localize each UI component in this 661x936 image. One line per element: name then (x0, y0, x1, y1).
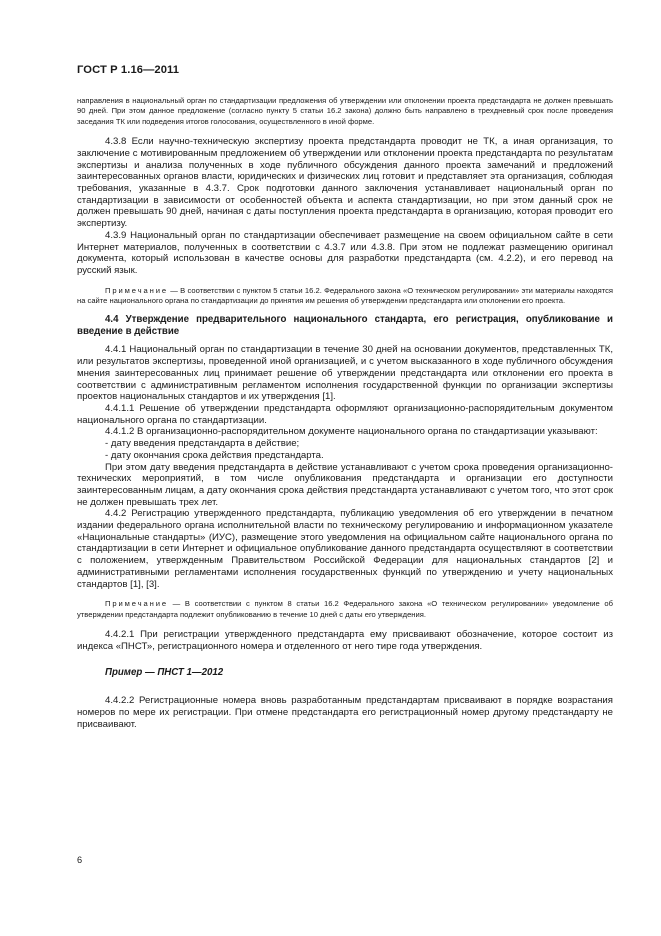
document-body (77, 96, 613, 731)
note-label: Примечание (105, 285, 168, 295)
clause-4-4-2-1: 4.4.2.1 При регистрации утвержденного предстандарта ему присваивают обозначение, которое состоит из индекса «ПНСТ», регистрационного номера и отделенного от него тире года утверждения. (77, 629, 613, 652)
note-label: Примечание (105, 599, 168, 609)
clause-4-4-2: 4.4.2 Регистрацию утвержденного предстандарта, публикацию уведомления об его утверждении в печатном издании федерального органа исполнительной власти по техническому регулированию и информационном указателе «Национальные стандарты» (ИУС), размещение этого уведомления на официальном сайте национального органа по стандартизации в сети Интернет и официальное опубликование данного предстандарта осуществляют в соответствии с положением, утвержденным Правительством Российской Федерации для национальных стандартов [2] и административными регламентами исполнения государственных функций по утверждению и учету национальных стандартов [1], [3]. (77, 508, 613, 590)
note-2 (77, 599, 613, 620)
clause-4-4-1: 4.4.1 Национальный орган по стандартизации в течение 30 дней на основании документов, представленных ТК, или результатов экспертизы, проведенной иной организацией, и с учетом высказанного в ходе публичного обсуждения мнения заинтересованных лиц принимает решение об утверждении предстандарта или отклонении его проекта в соответствии с административным регламентом исполнения государственной функции по организации экспертизы проектов национальных стандартов и их утверждения [1]. (77, 344, 613, 403)
document-header: ГОСТ Р 1.16—2011 (77, 64, 180, 76)
paragraph-dates: При этом дату введения предстандарта в действие устанавливают с учетом срока проведения организационно-технических мероприятий, в том числе опубликования предстандарта и организации его доступности заинтересованным лицам, а дату окончания срока действия предстандарта устанавливают с учетом того, что этот срок не должен превышать трех лет. (77, 461, 613, 508)
paragraph-continuation: направления в национальный орган по стандартизации предложения об утверждении или отклонении проекта предстандарта не должен превышать 90 дней. При этом данное предложение (согласно пункту 5 статьи 16.2 закона) должно быть направлено в трехдневный срок после проведения заседания ТК или подведения итогов голосования, осуществленного в иной форме. (77, 96, 613, 126)
example-text: Пример — ПНСТ 1—2012 (105, 667, 224, 679)
note-text: — В соответствии с пунктом 8 статьи 16.2 Федерального закона «О техническом регулировании» уведомление об утверждении предстандарта подлежит опубликованию в течение 10 дней с даты его утверждения. (77, 599, 613, 619)
clause-4-4-1-1: 4.4.1.1 Решение об утверждении предстандарта оформляют организационно-распорядительным документом национального органа по стандартизации. (77, 402, 613, 426)
clause-4-3-9: 4.3.9 Национальный орган по стандартизации обеспечивает размещение на своем официальном сайте в сети Интернет материалов, полученных в соответствии с 4.3.7 или 4.3.8. При этом не подлежат размещению оригинал документа, который использован в качестве основы для разработки предстандарта (см. 4.2.2), и его перевод на русский язык. (77, 229, 613, 276)
list-item: - дату введения предстандарта в действие; (105, 438, 300, 450)
clause-4-4-1-2: 4.4.1.2 В организационно-распорядительном документе национального органа по стандартизации указывают: (105, 426, 598, 438)
list-item: - дату окончания срока действия предстандарта. (105, 449, 324, 461)
page-number: 6 (77, 855, 83, 865)
note-1 (77, 286, 613, 307)
section-heading-4-4: 4.4 Утверждение предварительного национального стандарта, его регистрация, опубликование и введение в действие (77, 314, 613, 338)
clause-4-3-8: 4.3.8 Если научно-техническую экспертизу проекта предстандарта проводит не ТК, а иная организация, то заключение с мотивированным предложением об утверждении или отклонении проекта предстандарта по результатам экспертизы и анализа полученных в ходе публичного обсуждения данного проекта замечаний и предложений заинтересованных органов власти, юридических и физических лиц готовит и представляет эта организация, соблюдая требования, указанные в 4.3.7. Срок подготовки данного заключения устанавливает национальный орган по стандартизации в зависимости от особенностей объекта и аспекта стандартизации, но при этом данный срок не должен превышать 90 дней, начиная с даты поступления проекта предстандарта в организацию, которая проводит его экспертизу. (77, 136, 613, 230)
clause-4-4-2-2: 4.4.2.2 Регистрационные номера вновь разработанным предстандартам присваивают в порядке возрастания номеров по мере их регистрации. При отмене предстандарта его регистрационный номер другому предстандарту не присваивают. (77, 695, 613, 730)
note-text: — В соответствии с пунктом 5 статьи 16.2. Федерального закона «О техническом регулировании» эти материалы находятся на сайте национального органа по стандартизации до принятия им решения об утверждении предстандарта или отклонении его проекта. (77, 285, 613, 306)
